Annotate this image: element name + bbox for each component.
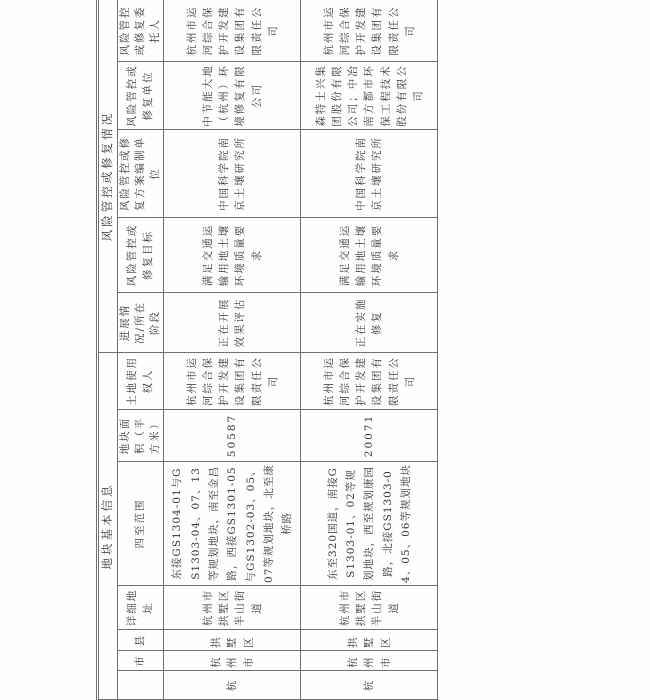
remediation-table	[96, 0, 438, 700]
column-header-land-user: 土地使用权人	[117, 352, 164, 409]
column-header-repair-unit: 风险管控或修复单位	[117, 61, 164, 129]
column-header-address: 详细地址	[117, 586, 164, 630]
cell-plan-unit: 中国科学院南京土壤研究所	[301, 129, 438, 217]
group-header-plot-info-label: 地块基本信息	[100, 482, 114, 570]
table-row	[164, 0, 301, 700]
column-header-client: 风险管控或修复委托人	[117, 0, 164, 61]
column-header-row	[117, 0, 164, 700]
column-header-target: 风险管控或修复目标	[117, 217, 164, 292]
cell-progress: 正在实施修复	[301, 292, 438, 352]
group-header-risk-control	[98, 0, 118, 352]
cell-partial: 杭	[164, 671, 301, 700]
cell-boundary: 东接GS1304-01与GS1303-04、07、13等规划地块，南至金昌路，西接GS1301-05与GS1302-03、05、07等规划地块，北至康桥路	[164, 462, 301, 586]
column-header-progress: 进展情况/所在阶段	[117, 292, 164, 352]
column-header-partial	[117, 671, 164, 700]
table-row	[301, 0, 438, 700]
cell-address: 杭州市拱墅区半山街道	[164, 586, 301, 630]
column-header-area: 地块面积（平方米）	[117, 410, 164, 462]
cell-target: 满足交通运输用地土壤环境质量要求	[301, 217, 438, 292]
group-header-row	[98, 0, 118, 700]
cell-address: 杭州市拱墅区半山街道	[301, 586, 438, 630]
cell-land-user: 杭州市运河综合保护开发建设集团有限责任公司	[301, 352, 438, 409]
group-header-risk-control-label: 风险管控或修复情况	[100, 110, 114, 242]
cell-plan-unit: 中国科学院南京土壤研究所	[164, 129, 301, 217]
cell-county: 拱墅区	[301, 630, 438, 651]
rotated-table-container	[96, 0, 428, 700]
column-header-city: 市	[117, 651, 164, 671]
cell-city: 杭州市	[301, 651, 438, 671]
cell-target: 满足交通运输用地土壤环境质量要求	[164, 217, 301, 292]
cell-client: 杭州市运河综合保护开发建设集团有限责任公司	[164, 0, 301, 61]
column-header-plan-unit: 风险管控或修复方案编制单位	[117, 129, 164, 217]
cell-partial: 杭	[301, 671, 438, 700]
cell-progress: 正在开展效果评估	[164, 292, 301, 352]
cell-city: 杭州市	[164, 651, 301, 671]
group-header-plot-info	[98, 352, 118, 699]
cell-client: 杭州市运河综合保护开发建设集团有限责任公司	[301, 0, 438, 61]
column-header-boundary: 四至范围	[117, 462, 164, 586]
cell-county: 拱墅区	[164, 630, 301, 651]
cell-area: 20071	[301, 410, 438, 462]
cell-repair-unit: 森特士兴集团股份有限公司；中冶南方都市环保工程技术股份有限公司	[301, 61, 438, 129]
cell-area: 50587	[164, 410, 301, 462]
cell-boundary: 东至320国道，南接GS1303-01、02等规划地块，西至规划康园路，北接GS1303-04、05、06等规划地块	[301, 462, 438, 586]
cell-land-user: 杭州市运河综合保护开发建设集团有限责任公司	[164, 352, 301, 409]
column-header-county: 县	[117, 630, 164, 651]
cell-repair-unit: 中节能大地（杭州）环境修复有限公司	[164, 61, 301, 129]
